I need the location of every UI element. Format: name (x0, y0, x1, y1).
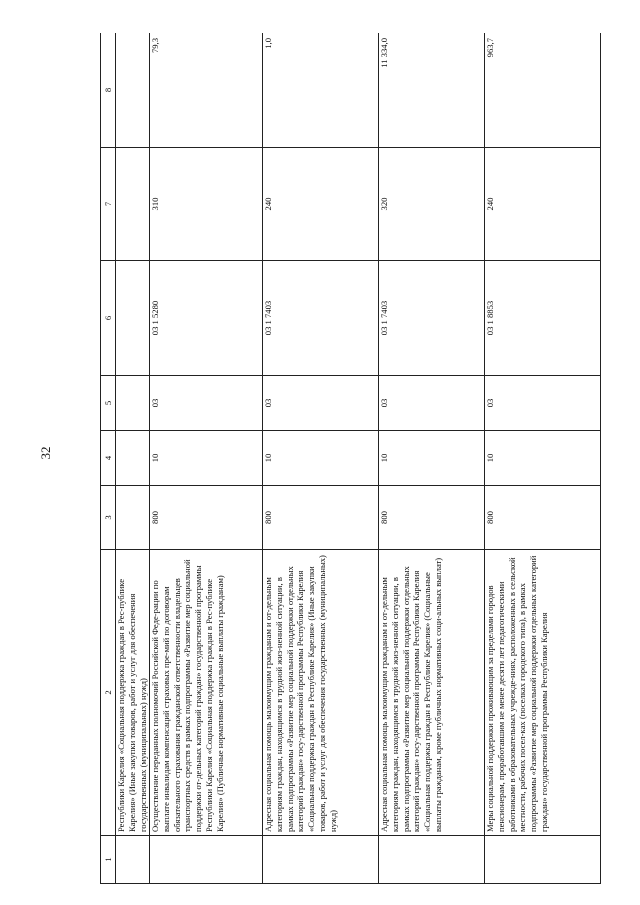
cell-description: Адресная социальная помощь малоимущим гражданам и от-дельным категориям граждан, находящимся в трудной жиз-ненной ситуации, в рамках подпрограммы «Развитие мер социальной поддержки отдельных категорий граждан» госу-дарственной программы Республики Карелия «Социальная поддержка граждан в Республике Карелия» (Иные закупки товаров, работ и услуг для обеспечения государственных (муниципальных) нужд) (262, 550, 378, 836)
cell-col6 (116, 261, 150, 376)
cell-col4: 10 (262, 431, 378, 486)
cell-col6: 03 1 7403 (262, 261, 378, 376)
cell-col8 (116, 33, 150, 148)
cell-description: Осуществление переданных полномочий Российской Феде-рации по выплате инвалидам компенсаций страховых пре-мий по договорам обязательного страхования гражданской ответственности владельцев транспортных средств в рамках подпрограммы «Развитие мер социальной поддержки от-дельных категорий граждан» государственной программы Республики Карелия «Социальная поддержка граждан в Рес-публике Карелия» (Публичные нормативные социальные выплаты гражданам) (149, 550, 262, 836)
column-header: 6 (101, 261, 116, 376)
column-header: 5 (101, 376, 116, 431)
cell-col5: 03 (378, 376, 484, 431)
cell-col5: 03 (149, 376, 262, 431)
cell-col6: 03 1 8853 (484, 261, 600, 376)
cell-col8: 79,3 (149, 33, 262, 148)
cell-col3: 800 (262, 486, 378, 550)
cell-col3 (116, 486, 150, 550)
cell-col8: 11 334,0 (378, 33, 484, 148)
table-viewport (100, 33, 609, 884)
table-row (484, 33, 600, 884)
cell-col1 (149, 836, 262, 884)
cell-description: Меры социальной поддержки проживающим за пределами городов пенсионерам, проработавшим не менее десяти лет педагогическими работниками в образовательных учрежде-ниях, расположенных в сельской местности, рабочих посел-ках (поселках городского типа), в рамках подпрограммы «Развитие мер социальной поддержки отдельных категорий граждан» государственной программы Республики Карелия (484, 550, 600, 836)
cell-description: Республики Карелия «Социальная поддержка граждан в Рес-публике Карелия» (Иные закупки товаров, работ и услуг для обеспечения государственных (муниципальных) нужд) (116, 550, 150, 836)
cell-description: Адресная социальная помощь малоимущим гражданам и от-дельным категориям граждан, находящимся в трудной жиз-ненной ситуации, в рамках подпрограммы «Развитие мер социальной поддержки отдельных категорий граждан» госу-дарственной программы Республики Карелия «Социальная поддержка граждан в Республике Карелия» (Социальные выплаты гражданам, кроме публичных нормативных соци-альных выплат) (378, 550, 484, 836)
column-header: 1 (101, 836, 116, 884)
cell-col4: 10 (149, 431, 262, 486)
column-header-row (101, 33, 116, 884)
table-row (116, 33, 150, 884)
cell-col3: 800 (484, 486, 600, 550)
budget-table (100, 33, 601, 884)
column-header: 4 (101, 431, 116, 486)
cell-col5 (116, 376, 150, 431)
column-header: 8 (101, 33, 116, 148)
cell-col4: 10 (378, 431, 484, 486)
cell-col5: 03 (484, 376, 600, 431)
cell-col3: 800 (149, 486, 262, 550)
cell-col8: 963,7 (484, 33, 600, 148)
column-header: 3 (101, 486, 116, 550)
cell-col5: 03 (262, 376, 378, 431)
cell-col6: 03 1 7403 (378, 261, 484, 376)
table-row (262, 33, 378, 884)
cell-col8: 1,0 (262, 33, 378, 148)
table-row (378, 33, 484, 884)
column-header: 7 (101, 148, 116, 261)
column-header: 2 (101, 550, 116, 836)
cell-col4: 10 (484, 431, 600, 486)
cell-col7: 310 (149, 148, 262, 261)
cell-col7: 240 (484, 148, 600, 261)
page-number: 32 (38, 446, 53, 460)
table-row (149, 33, 262, 884)
cell-col1 (378, 836, 484, 884)
cell-col7: 320 (378, 148, 484, 261)
cell-col1 (116, 836, 150, 884)
cell-col3: 800 (378, 486, 484, 550)
cell-col6: 03 1 5280 (149, 261, 262, 376)
cell-col7 (116, 148, 150, 261)
cell-col1 (484, 836, 600, 884)
cell-col1 (262, 836, 378, 884)
rotated-table (100, 33, 609, 884)
cell-col4 (116, 431, 150, 486)
cell-col7: 240 (262, 148, 378, 261)
